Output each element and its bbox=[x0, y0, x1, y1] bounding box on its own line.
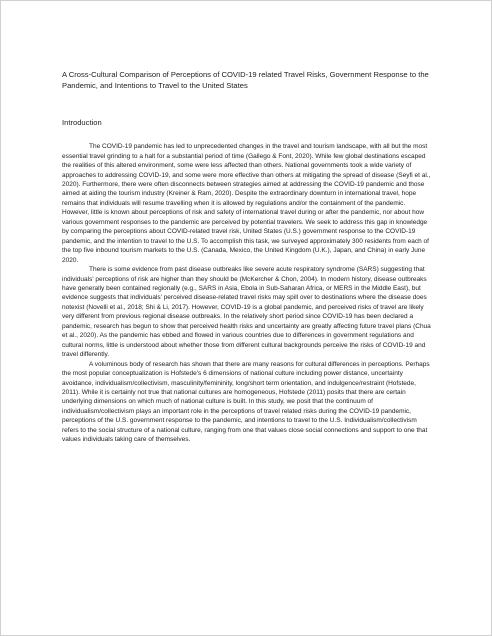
document-body bbox=[62, 70, 434, 445]
body-paragraph-3: A voluminous body of research has shown that there are many reasons for cultural differences in perceptions. Perhaps the most popular conceptualization is Hofstede's 6 dimensions of national culture including power distance, uncertainty avoidance, individualism/collectivism, masculinity/femininity, long/short term orientation, and indulgence/restraint (Hofstede, 2011). While it is certainly not true that national cultures are homogeneous, Hofstede (2011) posits that there are certain underlying dimensions on which much of national culture is built. In this study, we posit that the continuum of individualism/collectivism plays an important role in the perceptions of travel related risks during the COVID-19 pandemic, perceptions of the U.S. government response to the pandemic, and intentions to travel to the U.S. Individualism/collectivism refers to the social structure of a national culture, ranging from one that values close social connections and support to one that values individuals taking care of themselves. bbox=[62, 360, 430, 444]
section-heading-introduction: Introduction bbox=[62, 118, 102, 128]
paper-title: A Cross-Cultural Comparison of Perceptions of COVID-19 related Travel Risks, Government Response to the Pandemic, and Intentions to Travel to the United States bbox=[62, 70, 429, 90]
body-paragraph-1: The COVID-19 pandemic has led to unprecedented changes in the travel and tourism landscape, with all but the most essential travel grinding to a halt for a substantial period of time (Gallego & Font, 2020). While few global destinations escaped the realities of this altered environment, some were less affected than others. National governments took a wide variety of approaches to addressing COVID-19, and some were more effective than others at mitigating the spread of disease (Seyfi et al., 2020). Furthermore, there were often disconnects between strategies aimed at addressing the COVID-19 pandemic and those aimed at aiding the tourism industry (Kreiner & Ram, 2020). Despite the extraordinary downturn in international travel, hope remains that individuals will resume travelling when it is allowed by regulations and/or the containment of the pandemic. However, little is known about perceptions of risk and safety of international travel during or after the pandemic, nor about how various government responses to the pandemic are perceived by potential travelers. We seek to address this gap in knowledge by comparing the perceptions about COVID-related travel risk, United States (U.S.) government response to the COVID-19 pandemic, and the intention to travel to the U.S. To accomplish this task, we surveyed approximately 300 residents from each of the top five inbound tourism markets to the U.S. (Canada, Mexico, the United Kingdom (U.K.), Japan, and China) in early June 2020. bbox=[62, 143, 431, 264]
body-paragraph-2: There is some evidence from past disease outbreaks like severe acute respiratory syndrome (SARS) suggesting that individuals' perceptions of risk are higher than they should be (McKercher & Chon, 2004). In modern history, disease outbreaks have generally been contained regionally (e.g., SARS in Asia, Ebola in Sub-Saharan Africa, or MERS in the Middle East), but evidence suggests that individuals' perceived disease-related travel risks may spill over to destinations where the disease does notexist (Novelli et al., 2018; Shi & Li, 2017). However, COVID-19 is a global pandemic, and perceived risks of travel are likely very different from previous regional disease outbreaks. In the relatively short period since COVID-19 has been declared a pandemic, research has begun to show that perceived health risks and uncertainty are greatly affecting future travel plans (Chua et al., 2020). As the pandemic has ebbed and flowed in various countries due to differences in government regulations and cultural norms, little is understood about whether those from different cultural backgrounds perceive the risks of COVID-19 and travel differently. bbox=[62, 266, 431, 359]
